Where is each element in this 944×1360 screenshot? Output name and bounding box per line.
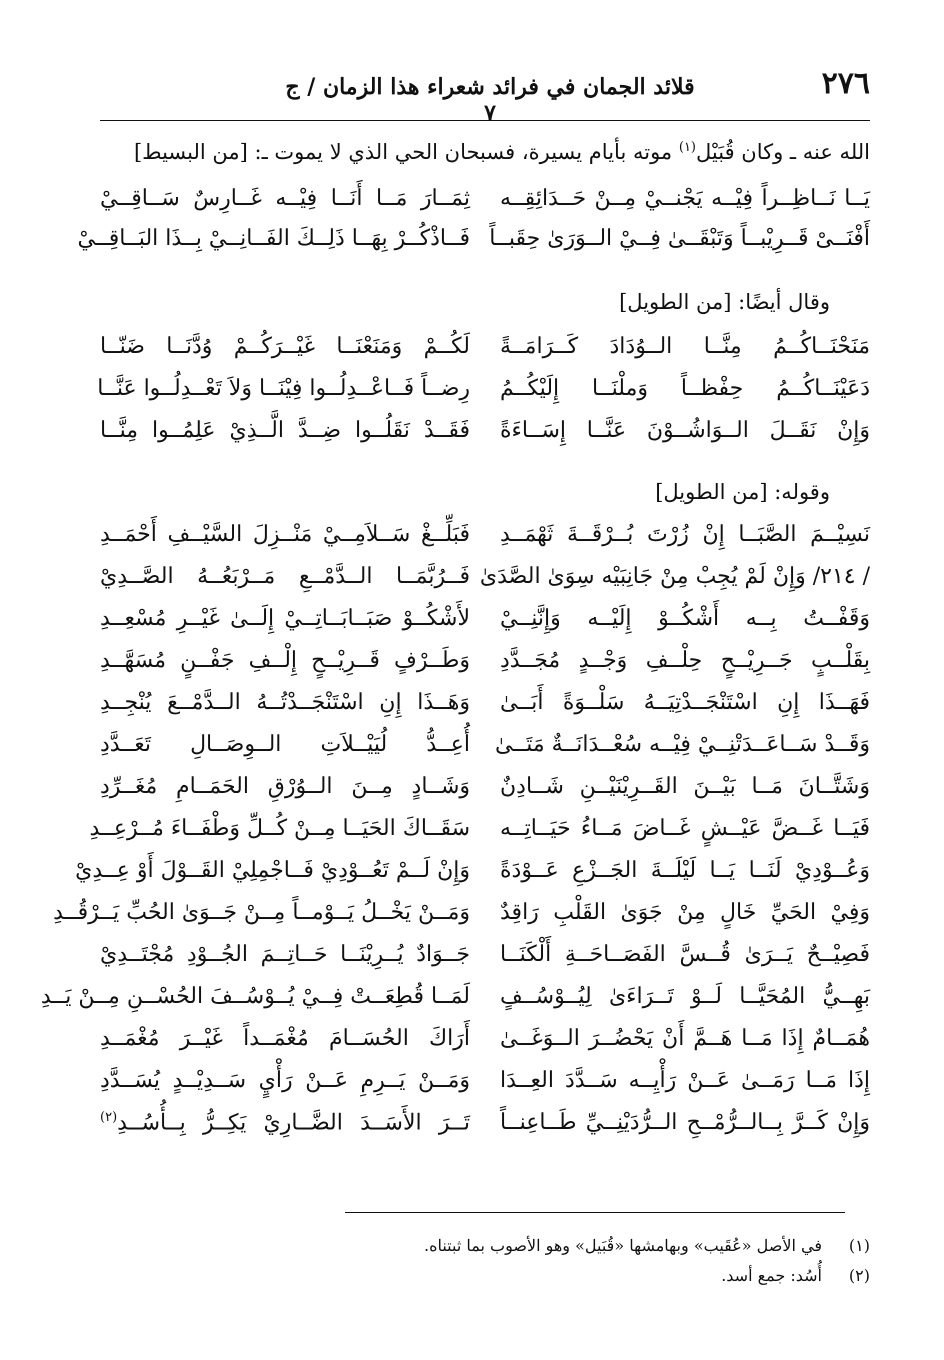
verse-line (97, 376, 870, 414)
verse-line (89, 816, 870, 854)
second-hemistich: وَمَــنْ يَخْــلُ يَــوْمــاً مِــنْ جَــوَىٰ الحُبِّ يَــرْقُــدِ (53, 900, 470, 925)
second-hemistich: فَبَلِّــغْ سَــلاَمِــيْ مَنْــزِلَ السَّيْــفِ أَحْمَــدِ (100, 522, 470, 547)
first-hemistich: نَسِيْــمَ الصَّبَــا إِنْ زُرْتَ بُــرْقَــةَ ثَهْمَــدِ (500, 522, 870, 547)
intro-text-after-note: موته بأيام يسيرة، فسبحان الحي الذي لا يموت ـ: [من البسيط] (133, 140, 673, 164)
footnote-marker: (٢) (100, 1110, 118, 1125)
second-hemistich: رِضــاً فَــاعْــدِلُــوا فِيْنَــا وَلاَ تَعْــدِلُــوا عَنَّــا (97, 376, 470, 401)
second-hemistich: وَمَــنْ يَــرِمِ عَــنْ رَأْيٍ سَــدِيْــدٍ يُسَــدَّدِ (100, 1068, 470, 1093)
second-hemistich: لَكُــمْ وَمَنَعْنَــا غَيْــرَكُــمْ وُدَّنَــا ضَنّــا (100, 334, 470, 359)
verse-line (100, 690, 870, 728)
first-hemistich: فَهَــذَا إِنِ اسْتَنْجَــدْتِيَــهُ سَلْــوَةً أَبَــىٰ (500, 690, 870, 715)
footnote (100, 1236, 870, 1255)
second-hemistich: فَقَــدْ نَقَلُــوا ضِــدَّ الَّــذِيْ عَلِمُــوا مِنَّــا (100, 418, 470, 443)
footnote-number: (٢) (848, 1266, 870, 1285)
verse-line (100, 606, 870, 644)
verse-line (100, 186, 870, 224)
first-hemistich: وَعُــوْدِيْ لَنَــا يَــا لَيْلَــةَ الجَــزْعِ عَــوْدَةً (500, 858, 870, 883)
first-hemistich: وَقَفْــتُ بِــه أَشْكُــوْ إِلَيْــه وَإِنَّنِــيْ (500, 606, 870, 631)
first-hemistich: فَيَــا غَــضَّ عَيْــشٍ غَــاضَ مَــاءُ حَيَــاتِــه (500, 816, 870, 841)
first-hemistich: فَصِيْــحٌ يَــرَىٰ قُــسَّ الفَصَــاحَــةِ أَلْكَنَــا (500, 942, 870, 967)
first-hemistich: يَــا نَــاظِــراً فِيْــه يَجْنــيْ مِــنْ حَــدَائِقِــه (500, 186, 870, 211)
first-hemistich: أَفْنَــىْ قَــرِيْبــاً وَتَبْقَــىٰ فِــيْ الــوَرَىٰ حِقَبــاً (489, 226, 870, 251)
verse-line (100, 564, 870, 602)
second-hemistich: لأَشْكُــوْ صَبَــابَــاتِــيْ إِلَــىٰ غَيْــرِ مُسْعِــدِ (100, 606, 470, 631)
verse-line (100, 418, 870, 456)
first-hemistich: وَفِيْ الحَيِّ خَالٍ مِنْ جَوَىٰ القَلْبِ رَاقِدٌ (500, 900, 870, 925)
verse-line (40, 984, 870, 1022)
first-hemistich: وَإِنْ نَقَــلَ الــوَاشُــوْنَ عَنَّــا إِسَــاءَةً (500, 418, 870, 443)
footnote-number: (١) (848, 1236, 870, 1255)
second-hemistich: وَطَــرْفٍ قَــرِيْــحٍ إِلْــفِ جَفْــنٍ مُسَهَّــدِ (100, 648, 470, 673)
first-hemistich: بِقَلْــبٍ جَــرِيْــحٍ حِلْــفِ وَجْــدٍ مُجَــدَّدِ (500, 648, 870, 673)
verse-line (100, 648, 870, 686)
intro-text-before-note: الله عنه ـ وكان قُبَيْل (696, 140, 870, 164)
first-hemistich: دَعَيْنَــاكُــمُ حِفْظــاً وَملْنَــا إِلَيْكُــمُ (500, 376, 870, 401)
second-hemistich: فَــرُبَّمَــا الــدَّمْــعِ مَــرْبَعُــهُ الصَّــدِيْ (100, 564, 470, 589)
intro-line (100, 140, 870, 164)
second-hemistich: سَقَــاكَ الحَيَــا مِــنْ كُــلِّ وَطْفَــاءَ مُــرْعِــدِ (89, 816, 470, 841)
verse-line (100, 732, 870, 770)
first-hemistich: وَإِنْ كَــرَّ بِــالــرُّمْــحِ الــرُّدَيْنِــيِّ طَــاعِنــاً (500, 1110, 870, 1135)
first-hemistich: هُمَــامٌ إِذَا مَــا هَــمَّ أَنْ يَحْضُــرَ الــوَغَــىٰ (500, 1026, 870, 1051)
verse-line (100, 1110, 870, 1148)
page-number: ٢٧٦ (821, 66, 870, 101)
second-hemistich (100, 1110, 470, 1148)
running-title: قلائد الجمان في فرائد شعراء هذا الزمان / ج ٧ (285, 74, 695, 126)
verse-line (100, 1026, 870, 1064)
footnote-text: أُسُد: جمع أسد. (721, 1266, 822, 1285)
verse-line (100, 334, 870, 372)
second-hemistich: ثِمَــارَ مَــا أَنَــا فِيْــه غَــارِسٌ سَــاقِــيْ (100, 186, 470, 211)
first-hemistich: مَنَحْنَــاكُــمُ مِنَّــا الــوُدَادَ كَــرَامَــةً (500, 334, 870, 359)
first-hemistich: إِذَا مَــا رَمَــىٰ عَــنْ رَأْيِــه سَــدَّدَ العِــدَا (500, 1068, 870, 1093)
footnote (100, 1266, 870, 1285)
first-hemistich: وَقَــدْ سَــاعَــدَتْنِــيْ فِيْــه سُعْــدَانَــةٌ مَتَــىٰ (494, 732, 870, 757)
verse-line (100, 942, 870, 980)
footnote-text: في الأصل «عُقَيب» وبهامشها «قُبَيل» وهو الأصوب بما ثبتناه. (424, 1236, 822, 1255)
second-hemistich: لَمَــا قُطِعَــتْ فِــيْ يُــوْسُــفَ الحُسْــنِ مِــنْ يَــدِ (40, 984, 470, 1009)
verse-line (100, 774, 870, 812)
second-hemistich: وَهَــذَا إِنِ اسْتَنْجَــدْتُــهُ الــدَّمْــعَ يُنْجِــدِ (100, 690, 470, 715)
verse-line (53, 900, 870, 938)
verse-line (100, 522, 870, 560)
second-hemistich: وَإِنْ لَــمْ تَعُــوْدِيْ فَــاجْمِلِيْ القَــوْلَ أَوْ عِــدِيْ (75, 858, 470, 883)
first-hemistich: وَشَتَّــانَ مَــا بَيْــنَ القَــرِيْنَيْــنِ شَــادِنٌ (500, 774, 870, 799)
first-hemistich: / ٢١٤/ وَإِنْ لَمْ يُجِبْ مِنْ جَانِبَيْه سِوَىٰ الصَّدَىٰ (479, 564, 870, 589)
second-hemistich: فَــاذْكُــرْ بِهَــا ذَلِــكَ الفَــانِــيْ بِــذَا البَــاقِــيْ (77, 226, 470, 251)
verse-line (77, 226, 870, 264)
footnote-marker: (١) (678, 140, 696, 155)
poem-intro: وقوله: [من الطويل] (655, 480, 830, 504)
second-hemistich: وَشَــادٍ مِــنَ الــوُرْقِ الحَمَــامِ مُغَــرِّدِ (100, 774, 470, 799)
hemistich-text: تَــرَ الأَسَــدَ الضَّــارِيْ يَكِــرُّ بِــأُسُــدِ (117, 1110, 470, 1136)
poem-intro: وقال أيضًا: [من الطويل] (619, 290, 830, 314)
verse-line (100, 1068, 870, 1106)
footnote-divider (345, 1212, 845, 1213)
second-hemistich: جَــوَادٌ يُــرِيْنَــا حَــاتِــمَ الجُــوْدِ مُجْتَــدِيْ (100, 942, 470, 967)
first-hemistich: بَهِــيُّ المُحَيَّــا لَــوْ تَــرَاءَىٰ لِيُــوْسُــفٍ (500, 984, 870, 1009)
second-hemistich: أَرَاكَ الحُسَــامَ مُغْمَــداً غَيْــرَ مُغْمَــدِ (100, 1026, 470, 1051)
page-header (100, 60, 870, 126)
second-hemistich: أُعِــدُّ لُيَيْــلاَتِ الــوِصَــالِ تَعَــدَّدِ (100, 732, 470, 757)
verse-line (75, 858, 870, 896)
